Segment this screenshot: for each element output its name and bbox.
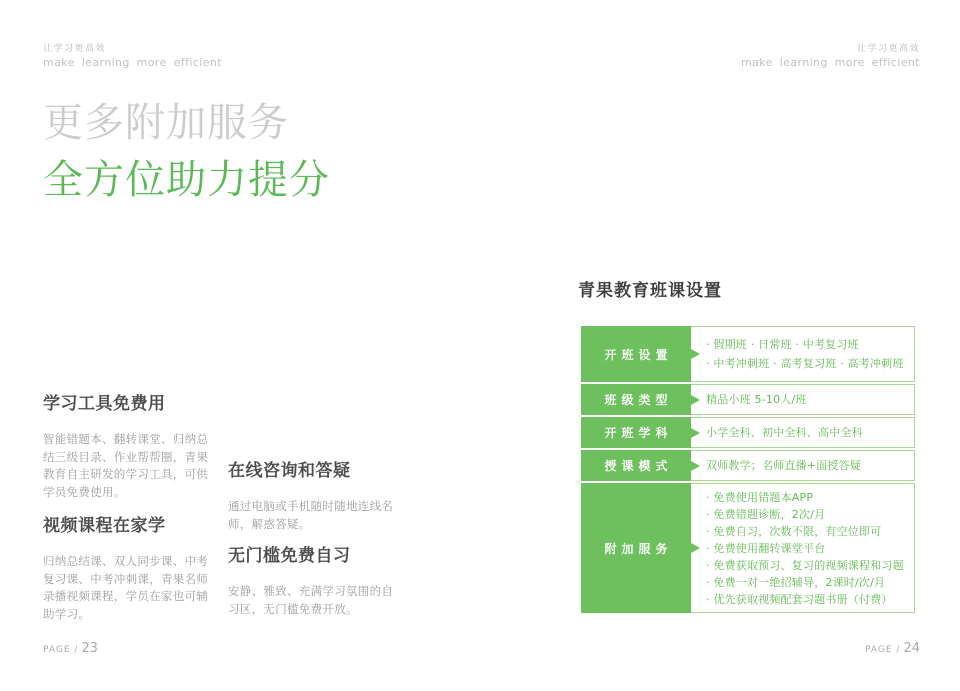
arrow-right-icon [691,543,700,553]
arrow-right-icon [691,349,700,359]
section-heading: 无门槛免费自习 [228,546,351,566]
row-line: · 假期班 · 日常班 · 中考复习班 [706,338,859,351]
page-title [43,95,330,209]
slogan-left [43,41,222,69]
row-label: 附加服务 [581,483,691,613]
table-row-extra-services [581,483,915,613]
page-title-line2: 全方位助力提分 [43,157,330,203]
row-content [691,326,915,382]
section-body: 归纳总结课、双人同步课、中考复习课、中考冲刺课，青果名师录播视频课程，学员在家也可辅助学习。 [43,554,209,621]
row-line: · 中考冲刺班 · 高考复习班 · 高考冲刺班 [706,357,904,370]
course-table-title: 青果教育班课设置 [578,281,722,301]
row-content [691,483,915,613]
course-table [581,326,915,613]
page-number-value: 23 [81,641,98,656]
row-line: · 免费获取预习、复习的视频课程和习题 [706,558,904,572]
row-content [691,417,915,448]
row-line: · 免费自习，次数不限，有空位即可 [706,524,882,538]
page-number-right [865,637,920,656]
row-line: · 免费错题诊断，2次/月 [706,507,826,521]
row-line: 精品小班 5-10人/班 [706,393,807,406]
page-title-line1: 更多附加服务 [43,100,289,146]
slogan-left-cn: 让学习更高效 [43,44,107,54]
row-content [691,450,915,481]
row-label: 开班学科 [581,417,691,448]
page-number-value: 24 [903,641,920,656]
section-heading: 学习工具免费用 [43,394,166,414]
slogan-right [741,41,920,69]
row-line: 双师教学；名师直播+面授答疑 [706,459,862,472]
section-body: 安静、雅致、充满学习氛围的自习区，无门槛免费开放。 [228,584,394,616]
arrow-right-icon [691,461,700,471]
table-row-teaching-mode [581,450,915,481]
section-body: 智能错题本、翻转课堂、归纳总结三级目录、作业帮帮圈，青果教育自主研发的学习工具，可供学员免费使用。 [43,432,209,499]
row-line: · 免费使用错题本APP [706,490,814,504]
row-content [691,384,915,415]
slogan-right-cn: 让学习更高效 [856,44,920,54]
section-heading: 视频课程在家学 [43,516,166,536]
table-row-subjects [581,417,915,448]
section-free-tools [43,392,219,501]
page-number-left [43,637,98,656]
arrow-right-icon [691,428,700,438]
row-line: · 优先获取视频配套习题书册（付费） [706,592,893,606]
slogan-left-en: make learning more efficient [43,56,222,69]
row-label: 开班设置 [581,326,691,382]
slogan-right-en: make learning more efficient [741,56,920,69]
section-online-qa [228,459,404,533]
row-line: 小学全科、初中全科、高中全科 [706,426,863,439]
row-line: · 免费一对一绝招辅导，2课时/次/月 [706,575,886,589]
arrow-right-icon [691,395,700,405]
section-heading: 在线咨询和答疑 [228,461,351,481]
table-row-class-schedule [581,326,915,382]
page-number-label: PAGE / [43,645,79,655]
section-video-courses [43,514,219,623]
row-label: 班级类型 [581,384,691,415]
row-label: 授课模式 [581,450,691,481]
section-body: 通过电脑或手机随时随地连线名师，解惑答疑。 [228,499,394,531]
table-row-class-type [581,384,915,415]
page-number-label: PAGE / [865,645,901,655]
section-free-study-room [228,544,404,618]
row-line: · 免费使用翻转课堂平台 [706,541,826,555]
